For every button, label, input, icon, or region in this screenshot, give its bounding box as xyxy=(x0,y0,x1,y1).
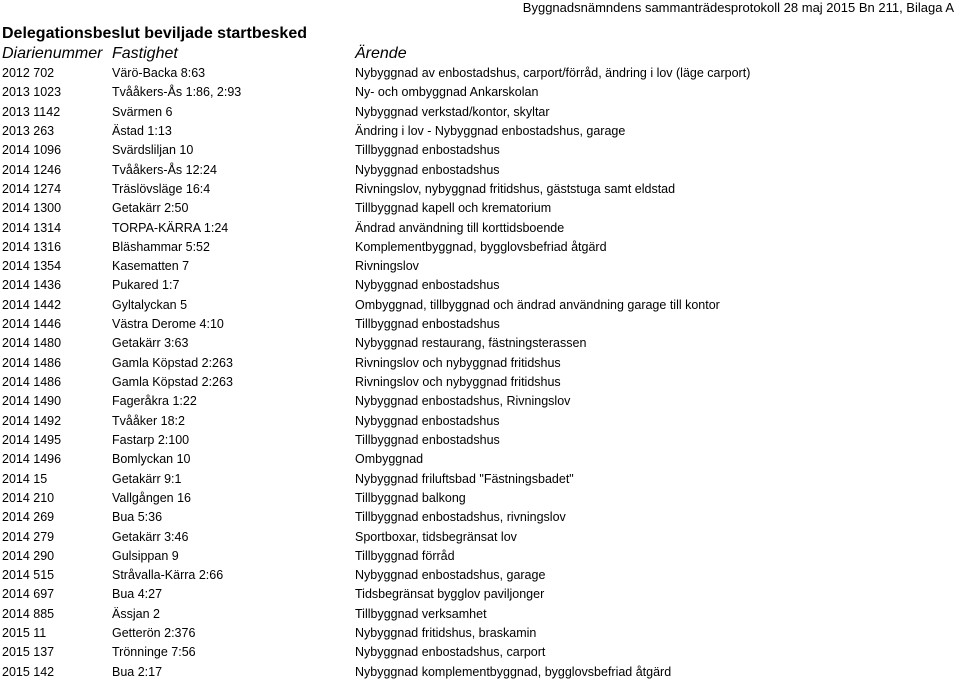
cell-arende: Nybyggnad fritidshus, braskamin xyxy=(355,626,537,641)
table-row xyxy=(0,315,960,334)
cell-fastighet: Gamla Köpstad 2:263 xyxy=(112,355,233,370)
cell-fastighet: Getakärr 9:1 xyxy=(112,471,182,486)
cell-fastighet: Getakärr 3:46 xyxy=(112,529,189,544)
cell-arende: Nybyggnad enbostadshus, Rivningslov xyxy=(355,394,571,409)
cell-diarienummer: 2014 1316 xyxy=(2,239,62,254)
column-header-diarienummer: Diarienummer xyxy=(2,45,103,62)
cell-fastighet: Fastarp 2:100 xyxy=(112,432,190,447)
cell-diarienummer: 2014 1300 xyxy=(2,201,62,216)
cell-fastighet: Getakärr 3:63 xyxy=(112,336,189,351)
table-row xyxy=(0,547,960,566)
cell-fastighet: Värö-Backa 8:63 xyxy=(112,66,206,80)
cell-arende: Ombyggnad xyxy=(355,452,424,467)
table-row xyxy=(0,103,960,122)
table-row xyxy=(0,257,960,276)
cell-fastighet: Bläshammar 5:52 xyxy=(112,239,210,254)
cell-fastighet: Getterön 2:376 xyxy=(112,626,196,641)
column-header-arende: Ärende xyxy=(355,45,407,62)
cell-diarienummer: 2014 1274 xyxy=(2,181,62,196)
cell-arende: Nybyggnad enbostadshus, carport xyxy=(355,645,546,660)
table-row xyxy=(0,354,960,373)
cell-arende: Tillbyggnad enbostadshus xyxy=(355,143,500,158)
cell-diarienummer: 2015 142 xyxy=(2,664,55,679)
table-row xyxy=(0,624,960,643)
cell-fastighet: Gulsippan 9 xyxy=(112,548,179,563)
table-row xyxy=(0,643,960,662)
cell-diarienummer: 2014 1436 xyxy=(2,278,62,293)
table-row xyxy=(0,219,960,238)
table-row xyxy=(0,605,960,624)
cell-diarienummer: 2014 210 xyxy=(2,490,55,505)
cell-diarienummer: 2014 279 xyxy=(2,529,55,544)
table-row xyxy=(0,528,960,547)
table-row xyxy=(0,431,960,450)
cell-diarienummer: 2014 269 xyxy=(2,510,55,525)
cell-fastighet: Bua 2:17 xyxy=(112,664,163,679)
table-row xyxy=(0,238,960,257)
cell-fastighet: TORPA-KÄRRA 1:24 xyxy=(112,220,229,235)
cell-diarienummer: 2013 1142 xyxy=(2,104,61,119)
cell-diarienummer: 2013 1023 xyxy=(2,85,62,100)
protocol-header: Byggnadsnämndens sammanträdesprotokoll 28 maj 2015 Bn 211, Bilaga A xyxy=(522,0,954,15)
table-row xyxy=(0,141,960,160)
cell-fastighet: Gyltalyckan 5 xyxy=(112,297,188,312)
cell-arende: Nybyggnad enbostadshus, garage xyxy=(355,568,546,583)
cell-arende: Ombyggnad, tillbyggnad och ändrad användning garage till kontor xyxy=(355,297,720,312)
cell-diarienummer: 2014 1096 xyxy=(2,143,62,158)
cell-diarienummer: 2014 290 xyxy=(2,548,55,563)
cell-fastighet: Getakärr 2:50 xyxy=(112,201,189,216)
table-row xyxy=(0,276,960,295)
cell-diarienummer: 2014 885 xyxy=(2,606,55,621)
table-row xyxy=(0,508,960,527)
table-row xyxy=(0,412,960,431)
cell-fastighet: Svärdsliljan 10 xyxy=(112,143,194,158)
cell-diarienummer: 2014 1486 xyxy=(2,355,62,370)
cell-diarienummer: 2012 702 xyxy=(2,66,55,80)
table-row xyxy=(0,334,960,353)
cell-diarienummer: 2014 515 xyxy=(2,568,55,583)
cell-fastighet: Kasematten 7 xyxy=(112,259,190,274)
cell-arende: Tillbyggnad enbostadshus xyxy=(355,432,500,447)
cell-arende: Tidsbegränsat bygglov paviljonger xyxy=(355,587,545,602)
cell-diarienummer: 2014 1442 xyxy=(2,297,62,312)
cell-diarienummer: 2014 1246 xyxy=(2,162,62,177)
column-header-fastighet: Fastighet xyxy=(112,45,178,62)
cell-fastighet: Ässjan 2 xyxy=(112,606,160,621)
table-row xyxy=(0,489,960,508)
cell-arende: Komplementbyggnad, bygglovsbefriad åtgärd xyxy=(355,239,607,254)
cell-diarienummer: 2014 1354 xyxy=(2,259,62,274)
cell-fastighet: Gamla Köpstad 2:263 xyxy=(112,375,233,389)
column-headers xyxy=(0,44,960,64)
table-row xyxy=(0,566,960,585)
cell-arende: Nybyggnad enbostadshus xyxy=(355,162,500,177)
cell-diarienummer: 2014 1490 xyxy=(2,394,62,409)
cell-diarienummer: 2014 1492 xyxy=(2,413,62,428)
cell-fastighet: Västra Derome 4:10 xyxy=(112,317,224,332)
cell-fastighet: Fageråkra 1:22 xyxy=(112,394,197,409)
cell-arende: Ny- och ombyggnad Ankarskolan xyxy=(355,85,539,100)
cell-fastighet: Tvååkers-Ås 1:86, 2:93 xyxy=(112,85,242,100)
cell-arende: Ändrad användning till korttidsboende xyxy=(355,220,565,235)
cell-arende: Nybyggnad friluftsbad "Fästningsbadet" xyxy=(355,471,574,486)
cell-arende: Nybyggnad av enbostadshus, carport/förråd, ändring i lov (läge carport) xyxy=(355,66,751,80)
table-row xyxy=(0,122,960,141)
table-row xyxy=(0,296,960,315)
cell-diarienummer: 2013 263 xyxy=(2,123,55,138)
cell-arende: Nybyggnad enbostadshus xyxy=(355,413,500,428)
cell-arende: Nybyggnad enbostadshus xyxy=(355,278,500,293)
cell-fastighet: Pukared 1:7 xyxy=(112,278,180,293)
cell-arende: Nybyggnad verkstad/kontor, skyltar xyxy=(355,104,550,119)
cell-fastighet: Tvååkers-Ås 12:24 xyxy=(112,162,217,177)
cell-fastighet: Ästad 1:13 xyxy=(112,123,172,138)
cell-arende: Rivningslov och nybyggnad fritidshus xyxy=(355,375,561,389)
cell-fastighet: Trönninge 7:56 xyxy=(112,645,196,660)
table-row xyxy=(0,199,960,218)
cell-diarienummer: 2015 11 xyxy=(2,626,47,641)
cell-fastighet: Stråvalla-Kärra 2:66 xyxy=(112,568,224,583)
cell-diarienummer: 2014 1486 xyxy=(2,375,62,389)
table-row xyxy=(0,663,960,682)
cell-fastighet: Bomlyckan 10 xyxy=(112,452,191,467)
table-row xyxy=(0,450,960,469)
cell-arende: Nybyggnad komplementbyggnad, bygglovsbefriad åtgärd xyxy=(355,664,672,679)
table-row xyxy=(0,392,960,411)
cell-arende: Rivningslov och nybyggnad fritidshus xyxy=(355,355,561,370)
cell-diarienummer: 2014 1446 xyxy=(2,317,62,332)
cell-arende: Tillbyggnad enbostadshus, rivningslov xyxy=(355,510,566,525)
table-row xyxy=(0,470,960,489)
cell-fastighet: Bua 5:36 xyxy=(112,510,163,525)
table-row xyxy=(0,373,960,392)
page-title: Delegationsbeslut beviljade startbesked xyxy=(2,25,307,42)
cell-arende: Tillbyggnad kapell och krematorium xyxy=(355,201,552,216)
cell-arende: Tillbyggnad verksamhet xyxy=(355,606,487,621)
cell-diarienummer: 2014 1480 xyxy=(2,336,62,351)
cell-diarienummer: 2014 697 xyxy=(2,587,55,602)
table-row xyxy=(0,180,960,199)
table-row xyxy=(0,161,960,180)
cell-diarienummer: 2015 137 xyxy=(2,645,55,660)
table-row xyxy=(0,83,960,102)
cell-fastighet: Vallgången 16 xyxy=(112,490,192,505)
cell-fastighet: Svärmen 6 xyxy=(112,104,173,119)
decision-list xyxy=(0,64,960,682)
cell-arende: Nybyggnad restaurang, fästningsterassen xyxy=(355,336,587,351)
cell-arende: Ändring i lov - Nybyggnad enbostadshus, garage xyxy=(355,123,626,138)
cell-arende: Tillbyggnad förråd xyxy=(355,548,455,563)
cell-arende: Tillbyggnad balkong xyxy=(355,490,466,505)
cell-diarienummer: 2014 1496 xyxy=(2,452,62,467)
cell-arende: Rivningslov, nybyggnad fritidshus, gäststuga samt eldstad xyxy=(355,181,676,196)
cell-arende: Tillbyggnad enbostadshus xyxy=(355,317,500,332)
cell-diarienummer: 2014 1495 xyxy=(2,432,62,447)
table-row xyxy=(0,585,960,604)
cell-diarienummer: 2014 15 xyxy=(2,471,48,486)
cell-diarienummer: 2014 1314 xyxy=(2,220,62,235)
cell-fastighet: Bua 4:27 xyxy=(112,587,163,602)
cell-fastighet: Tvååker 18:2 xyxy=(112,413,185,428)
cell-arende: Rivningslov xyxy=(355,259,419,274)
cell-fastighet: Träslövsläge 16:4 xyxy=(112,181,211,196)
cell-arende: Sportboxar, tidsbegränsat lov xyxy=(355,529,517,544)
table-row xyxy=(0,64,960,83)
